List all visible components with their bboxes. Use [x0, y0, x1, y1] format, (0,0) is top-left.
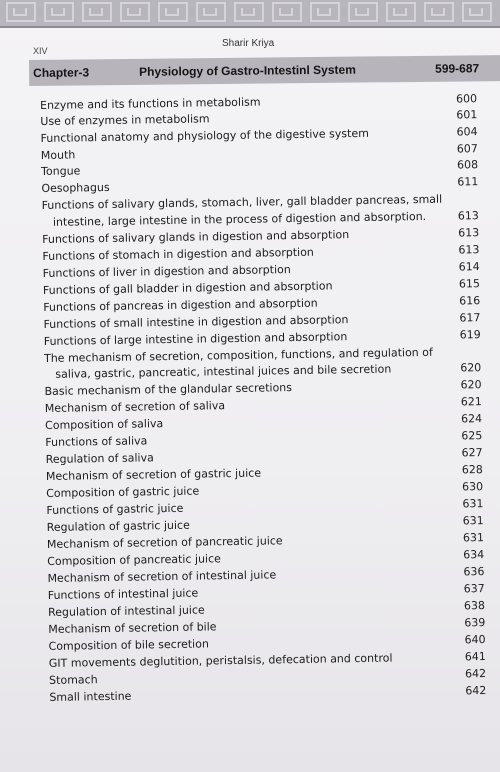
- toc-entry-title: Functions of gastric juice: [46, 501, 184, 517]
- toc-entry-title: Functions of small intestine in digestion and absorption: [43, 313, 349, 331]
- toc-entry-page: 616: [459, 294, 481, 308]
- toc-entry-page: 619: [459, 328, 481, 342]
- toc-entry-page: 608: [456, 158, 479, 172]
- toc-entry-title: Functions of pancreas in digestion and absorption: [43, 296, 318, 314]
- toc-entry-page: 601: [456, 108, 478, 122]
- toc-entry-page: 617: [459, 311, 481, 325]
- toc-entry-page: 625: [461, 429, 483, 443]
- toc-entry-title: Functions of stomach in digestion and absorption: [42, 245, 314, 263]
- chapter-page-range: 599-687: [435, 61, 480, 76]
- toc-entry-title: Functions of gall bladder in digestion and absorption: [42, 279, 333, 297]
- toc-entry-page: 615: [458, 277, 481, 291]
- running-title: Sharir Kriya: [222, 38, 275, 49]
- toc-entry-title: Mechanism of secretion of intestinal juice: [47, 568, 277, 585]
- toc-entry-page: 639: [464, 616, 486, 630]
- toc-entry-title: Tongue: [41, 164, 81, 178]
- toc-entry-title: Small intestine: [49, 689, 132, 704]
- toc-entry-title: Functions of saliva: [45, 434, 148, 449]
- toc-entry-title: Use of enzymes in metabolism: [40, 112, 210, 128]
- toc-entry-page: 600: [455, 92, 478, 106]
- toc-entry-title: Composition of pancreatic juice: [47, 552, 221, 568]
- toc-entry-page: 613: [457, 209, 479, 223]
- toc-entry-title: Functions of salivary glands, stomach, liver, gall bladder pancreas, small: [41, 192, 443, 212]
- toc-entry-page: 628: [461, 463, 483, 477]
- toc-entry-title: Functional anatomy and physiology of the digestive system: [40, 126, 369, 145]
- toc-entry-title: Functions of large intestine in digestion and absorption: [43, 330, 348, 348]
- toc-entry-page: [460, 344, 494, 345]
- toc-entry-title: Basic mechanism of the glandular secretions: [44, 381, 293, 398]
- toc-entry-title: Composition of gastric juice: [46, 484, 200, 500]
- toc-entry-page: 621: [460, 395, 482, 409]
- toc-entry-title: Mechanism of secretion of bile: [48, 620, 217, 636]
- toc-entry-page: 604: [456, 125, 478, 139]
- toc-entry-title: Composition of saliva: [45, 417, 164, 432]
- toc-entry-title: GIT movements deglutition, peristalsis, defecation and control: [48, 651, 393, 670]
- toc-entry-page: 620: [460, 361, 482, 375]
- toc-entry-title: Regulation of intestinal juice: [47, 603, 205, 619]
- toc-entry-page: 607: [456, 142, 478, 156]
- toc-entry-page: 642: [465, 684, 487, 698]
- toc-entry-title: Functions of salivary glands in digestion and absorption: [42, 228, 350, 246]
- toc-entry-title: Oesophagus: [41, 180, 110, 195]
- toc-entry-page: 631: [462, 497, 484, 511]
- toc-entry-page: 638: [463, 599, 486, 613]
- toc-entry-page: 630: [462, 480, 484, 494]
- toc-entry-page: 637: [463, 582, 485, 596]
- toc-entry-page: 631: [462, 531, 485, 545]
- toc-entry-title: Functions of liver in digestion and absorption: [42, 263, 291, 280]
- toc-entry-title: Mechanism of secretion of pancreatic juice: [46, 534, 283, 551]
- toc-entry-page: 631: [462, 514, 484, 528]
- toc-entry-title: Composition of bile secretion: [48, 637, 209, 653]
- toc-entry-page: 620: [460, 378, 482, 392]
- chapter-label: Chapter-3: [33, 65, 90, 80]
- toc-entry-title: saliva, gastric, pancreatic, intestinal juices and bile secretion: [55, 362, 392, 381]
- toc-entry-page: 611: [457, 175, 479, 189]
- toc-entry-title: The mechanism of secretion, composition, functions, and regulation of: [43, 345, 433, 365]
- toc-entry-page: 641: [464, 650, 486, 664]
- toc-entry-page: [457, 191, 491, 192]
- toc-entry-page: 640: [464, 633, 486, 647]
- toc-entry-title: Functions of intestinal juice: [47, 586, 199, 602]
- toc-entry-page: 627: [461, 446, 483, 460]
- toc-entry-page: 634: [463, 548, 485, 562]
- toc-entry-title: intestine, large intestine in the process of digestion and absorption.: [52, 209, 427, 229]
- roman-page-number: XIV: [33, 46, 48, 56]
- chapter-title: Physiology of Gastro-Intestinl System: [139, 62, 356, 79]
- toc-entry-title: Mechanism of secretion of gastric juice: [45, 466, 262, 483]
- toc-entry-title: Mechanism of secretion of saliva: [44, 399, 226, 415]
- toc-entry-page: 614: [458, 260, 480, 274]
- toc-entry-page: 613: [458, 226, 480, 240]
- toc-entry-title: Regulation of saliva: [45, 451, 154, 466]
- toc-entry-title: Stomach: [49, 673, 98, 687]
- toc-entry-page: 613: [458, 243, 480, 257]
- toc-entry-page: 636: [463, 565, 485, 579]
- toc-entry-title: Enzyme and its functions in metabolism: [39, 95, 261, 112]
- toc-entry-title: Regulation of gastric juice: [46, 518, 190, 534]
- toc-entry-page: 624: [460, 412, 483, 426]
- toc-entry-page: 642: [464, 667, 487, 681]
- toc-entry-title: Mouth: [40, 148, 76, 162]
